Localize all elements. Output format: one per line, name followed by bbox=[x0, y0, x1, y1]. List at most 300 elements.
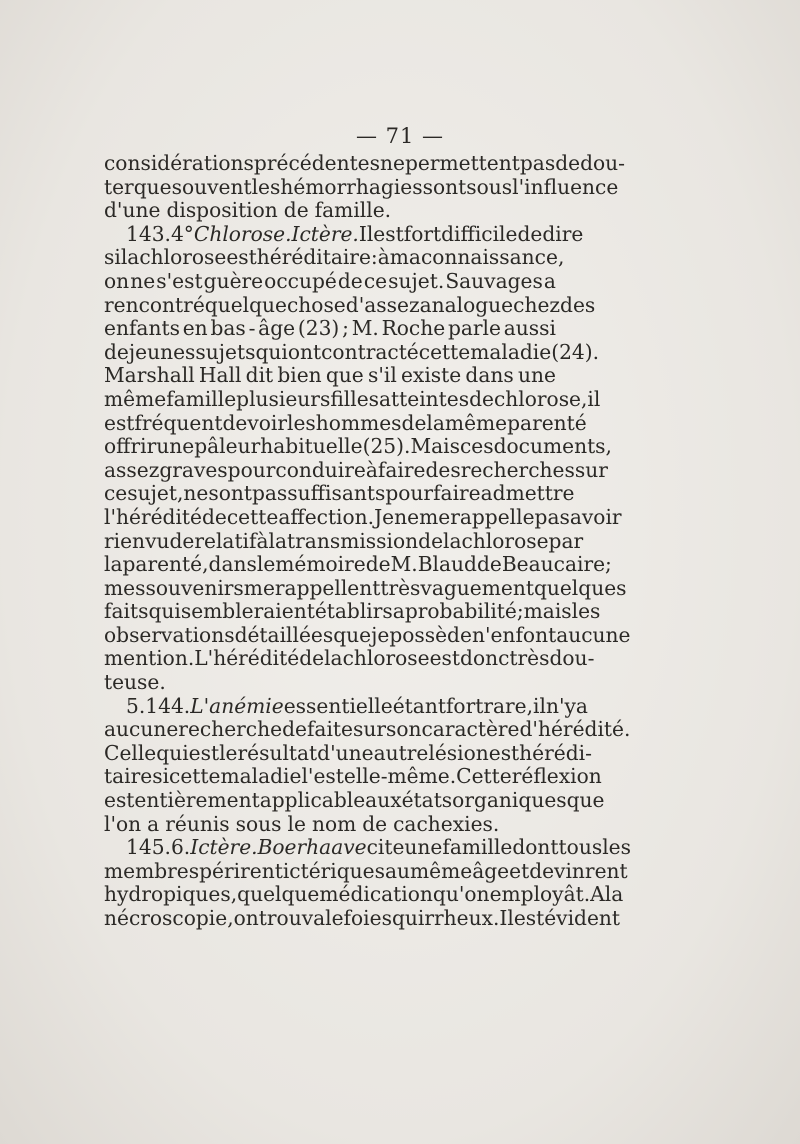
word: pour bbox=[385, 481, 434, 506]
word: dans bbox=[208, 552, 257, 577]
word: le bbox=[325, 906, 344, 930]
word: hydropiques, bbox=[104, 882, 238, 907]
word: plusieurs bbox=[236, 386, 331, 411]
text-line bbox=[104, 528, 584, 554]
word: 145.6. bbox=[126, 835, 191, 860]
word: mémoire bbox=[275, 552, 366, 577]
word: de bbox=[476, 552, 502, 577]
word: difficile bbox=[441, 221, 518, 246]
word: dou- bbox=[580, 151, 625, 175]
word: assez bbox=[104, 457, 160, 482]
word: famille bbox=[166, 386, 237, 411]
word: caractère bbox=[421, 717, 520, 742]
word: transmission bbox=[287, 528, 419, 553]
word: nom bbox=[311, 811, 357, 836]
word: qui bbox=[255, 339, 288, 364]
text-line bbox=[104, 292, 596, 318]
text-line bbox=[104, 151, 625, 176]
word: Beaucaire; bbox=[501, 552, 612, 577]
text-line bbox=[104, 434, 612, 459]
word: chlorose, bbox=[493, 386, 588, 411]
word: Roche bbox=[381, 316, 446, 341]
word: fréquent bbox=[134, 410, 223, 435]
word: il bbox=[533, 693, 546, 718]
word: pas bbox=[251, 481, 288, 506]
word: fort bbox=[445, 693, 484, 718]
word: de bbox=[299, 646, 325, 671]
word: il bbox=[587, 386, 601, 411]
word: guère bbox=[203, 268, 264, 293]
word: admettre bbox=[480, 481, 575, 506]
word: chlorose bbox=[139, 245, 227, 270]
word: les bbox=[251, 174, 281, 199]
word: contracté bbox=[321, 339, 419, 364]
word: disposition bbox=[166, 198, 278, 223]
word: probabilité; bbox=[404, 599, 524, 624]
word: de bbox=[202, 504, 227, 529]
word: mes bbox=[104, 575, 146, 600]
word: relatif bbox=[194, 528, 257, 553]
word: cette bbox=[226, 504, 279, 529]
text-line bbox=[104, 717, 631, 742]
word: parenté bbox=[507, 410, 587, 435]
word: a bbox=[543, 268, 556, 293]
word: Ictère. bbox=[291, 221, 359, 246]
word: même bbox=[104, 386, 167, 411]
word: aucune bbox=[556, 622, 631, 647]
word: est bbox=[104, 788, 135, 813]
word: A bbox=[590, 882, 605, 907]
text-line bbox=[104, 481, 575, 506]
word: en bbox=[182, 316, 208, 341]
word: (25). bbox=[362, 434, 411, 459]
word: autre bbox=[373, 740, 429, 765]
word: la bbox=[324, 646, 343, 671]
word: sont bbox=[422, 174, 467, 199]
word: dire bbox=[542, 221, 584, 246]
word: hérédi- bbox=[519, 740, 592, 765]
word: d'une bbox=[104, 198, 161, 223]
text-line bbox=[104, 174, 619, 200]
word: bas bbox=[210, 316, 246, 341]
text-line bbox=[104, 599, 601, 624]
word: hémorrhagies bbox=[280, 174, 423, 199]
text-line bbox=[104, 882, 624, 907]
word: de bbox=[282, 717, 307, 742]
word: sujet. bbox=[388, 268, 445, 293]
word: souvent bbox=[171, 174, 252, 199]
text-line bbox=[104, 858, 628, 884]
word: l'influence bbox=[512, 174, 619, 199]
word: la bbox=[104, 552, 123, 577]
word: offrir bbox=[104, 434, 157, 459]
word: est bbox=[188, 740, 220, 765]
word: - bbox=[248, 316, 256, 341]
word: états bbox=[401, 788, 453, 813]
word: membres bbox=[104, 858, 200, 883]
word: avoir bbox=[569, 504, 622, 529]
word: Je bbox=[374, 504, 395, 529]
word: habituelle bbox=[260, 434, 363, 459]
word: pas bbox=[519, 151, 556, 175]
body-text bbox=[104, 151, 631, 931]
text-line bbox=[104, 835, 631, 860]
word: le bbox=[287, 811, 306, 836]
word: maladie bbox=[220, 764, 302, 789]
word: d'hérédité. bbox=[519, 717, 631, 742]
word: graves bbox=[159, 457, 228, 482]
word: je bbox=[371, 622, 390, 647]
text-line bbox=[104, 364, 556, 388]
word: est bbox=[429, 646, 461, 671]
word: la bbox=[443, 528, 462, 553]
word: organiques bbox=[452, 788, 567, 813]
word: Blaud bbox=[417, 552, 477, 577]
word: L'anémie bbox=[190, 693, 284, 718]
word: ont bbox=[287, 339, 322, 364]
word: donc bbox=[460, 646, 510, 671]
word: affection. bbox=[278, 504, 375, 529]
word: conduire bbox=[275, 457, 366, 482]
word: Chlorose. bbox=[193, 221, 292, 246]
word: est bbox=[488, 740, 520, 765]
word: trouva bbox=[258, 906, 326, 930]
word: applicable bbox=[259, 788, 366, 813]
word: ne bbox=[130, 268, 156, 293]
word: même bbox=[444, 410, 508, 435]
word: réunis bbox=[165, 811, 230, 836]
word: pas bbox=[534, 504, 570, 529]
word: très bbox=[509, 646, 550, 671]
text-line bbox=[104, 317, 556, 341]
word: sont bbox=[208, 481, 252, 506]
word: me bbox=[243, 575, 275, 600]
text-line bbox=[104, 693, 588, 719]
word: on bbox=[104, 268, 130, 293]
word: périrent bbox=[199, 858, 283, 883]
word: ces bbox=[459, 434, 494, 459]
word: une bbox=[156, 434, 195, 459]
word: faits bbox=[104, 599, 149, 624]
word: si bbox=[152, 764, 170, 789]
word: parle bbox=[447, 316, 501, 341]
word: filles bbox=[330, 386, 379, 411]
word: l'hérédité bbox=[104, 504, 202, 529]
word: faire bbox=[433, 481, 481, 506]
text-line bbox=[104, 646, 595, 671]
word: faite bbox=[306, 717, 353, 742]
word: elle-même. bbox=[343, 764, 457, 789]
word: son bbox=[385, 717, 422, 742]
word: sujet, bbox=[127, 481, 184, 506]
text-line bbox=[104, 221, 584, 247]
word: et bbox=[509, 858, 530, 883]
word: précédentes bbox=[253, 151, 380, 175]
word: , bbox=[557, 245, 565, 270]
word: à bbox=[365, 457, 378, 482]
word: taire bbox=[104, 764, 153, 789]
word: qu'on bbox=[432, 882, 490, 907]
word: suffisants bbox=[287, 481, 386, 506]
word: 144. bbox=[145, 693, 191, 718]
word: de bbox=[283, 198, 309, 223]
word: foie bbox=[343, 906, 382, 930]
word: rare, bbox=[483, 693, 534, 718]
text-line bbox=[104, 906, 621, 931]
text-line bbox=[104, 552, 612, 577]
word: Mais bbox=[410, 434, 460, 459]
word: ictériques bbox=[282, 858, 385, 883]
word: dit bbox=[245, 363, 274, 388]
word: Il bbox=[499, 906, 514, 930]
word: la bbox=[426, 410, 445, 435]
word: d'une bbox=[317, 740, 374, 765]
word: chlorose bbox=[342, 646, 430, 671]
word: de bbox=[169, 528, 195, 553]
word: M. bbox=[351, 316, 379, 341]
word: évident bbox=[544, 906, 621, 930]
word: d'assez bbox=[345, 292, 420, 317]
word: ter bbox=[104, 174, 134, 199]
word: que bbox=[566, 788, 605, 813]
word: sous bbox=[235, 811, 282, 836]
page-number: — 71 — bbox=[355, 124, 445, 148]
word: réflexion bbox=[511, 764, 602, 789]
word: ma bbox=[389, 245, 421, 270]
word: Il bbox=[358, 221, 374, 246]
word: squirrheux. bbox=[381, 906, 500, 930]
word: s'est bbox=[156, 268, 203, 293]
word: une bbox=[517, 363, 556, 388]
word: à bbox=[256, 528, 269, 553]
word: entièrement bbox=[134, 788, 260, 813]
word: ce bbox=[104, 481, 128, 506]
word: essentielle bbox=[283, 693, 393, 718]
word: recherches bbox=[460, 457, 575, 482]
word: ce bbox=[363, 268, 388, 293]
word: possède bbox=[389, 622, 472, 647]
word: n'en bbox=[471, 622, 516, 647]
word: vu bbox=[145, 528, 170, 553]
word: maladie bbox=[470, 339, 552, 364]
word: sous bbox=[466, 174, 513, 199]
word: connaissance bbox=[420, 245, 558, 270]
word: dont bbox=[512, 835, 559, 860]
word: de bbox=[365, 552, 391, 577]
word: Ictère.Boerhaave bbox=[190, 835, 367, 860]
word: voir bbox=[247, 410, 288, 435]
word: Celle bbox=[104, 740, 157, 765]
word: médication bbox=[319, 882, 433, 907]
text-line bbox=[104, 740, 592, 766]
word: par bbox=[548, 528, 584, 553]
word: bien bbox=[277, 363, 322, 388]
text-line bbox=[104, 339, 600, 365]
text-line bbox=[104, 245, 565, 270]
text-line bbox=[104, 386, 601, 412]
word: étant bbox=[392, 693, 446, 718]
word: cette bbox=[169, 764, 221, 789]
word: de bbox=[517, 221, 543, 246]
word: (24). bbox=[551, 339, 600, 364]
word: résultat bbox=[237, 740, 318, 765]
text-line bbox=[104, 788, 605, 813]
word: M. bbox=[390, 552, 418, 577]
word: est bbox=[513, 906, 545, 930]
word: héréditaire bbox=[256, 245, 371, 270]
word: dou- bbox=[549, 646, 595, 671]
word: aux bbox=[365, 788, 402, 813]
word: cachexies. bbox=[393, 811, 500, 836]
word: sujets bbox=[195, 339, 256, 364]
word: sembleraient bbox=[180, 599, 315, 624]
text-line bbox=[104, 504, 622, 530]
word: que bbox=[333, 622, 372, 647]
word: nécroscopie, bbox=[104, 906, 234, 930]
word: quelques bbox=[533, 575, 627, 600]
text-line bbox=[104, 199, 556, 223]
word: existe bbox=[400, 363, 462, 388]
word: au bbox=[384, 858, 411, 883]
word: hommes bbox=[315, 410, 402, 435]
word: famille bbox=[442, 835, 513, 860]
word: 4° bbox=[170, 221, 194, 246]
word: l'on bbox=[104, 811, 142, 836]
word: même bbox=[410, 858, 473, 883]
word: enfants bbox=[104, 316, 180, 341]
word: occupé bbox=[264, 268, 337, 293]
word: à bbox=[377, 245, 390, 270]
word: chez bbox=[513, 292, 561, 317]
word: rencontré bbox=[104, 292, 205, 317]
text-line bbox=[104, 671, 556, 695]
word: a bbox=[147, 811, 160, 836]
word: cette bbox=[418, 339, 471, 364]
text-line bbox=[104, 813, 556, 837]
word: de bbox=[555, 151, 581, 175]
word: de bbox=[469, 386, 494, 411]
word: quelque bbox=[204, 292, 287, 317]
word: pour bbox=[227, 457, 276, 482]
word: me bbox=[419, 504, 451, 529]
word: une bbox=[404, 835, 443, 860]
word: observations bbox=[104, 622, 235, 647]
word: de bbox=[337, 268, 363, 293]
word: 5. bbox=[126, 693, 146, 718]
word: ne bbox=[380, 151, 405, 175]
word: a bbox=[575, 693, 588, 718]
word: font bbox=[515, 622, 557, 647]
text-line bbox=[104, 410, 587, 436]
word: ne bbox=[394, 504, 420, 529]
word: analogue bbox=[419, 292, 514, 317]
word: permettent bbox=[404, 151, 520, 175]
word: recherche bbox=[178, 717, 283, 742]
word: ; bbox=[342, 316, 349, 341]
word: qui bbox=[156, 740, 189, 765]
word: les bbox=[602, 835, 631, 860]
word: le bbox=[219, 740, 238, 765]
word: sa bbox=[382, 599, 405, 624]
word: quelque bbox=[237, 882, 320, 907]
word: de bbox=[222, 410, 248, 435]
text-line bbox=[104, 457, 608, 483]
word: famille. bbox=[314, 198, 392, 223]
word: si bbox=[104, 245, 121, 270]
word: de bbox=[401, 410, 427, 435]
word: très bbox=[380, 575, 421, 600]
word: la bbox=[268, 528, 288, 553]
word: tous bbox=[558, 835, 603, 860]
word: établir bbox=[314, 599, 383, 624]
word: de bbox=[418, 528, 444, 553]
word: devinrent bbox=[529, 858, 628, 883]
word: sur bbox=[574, 457, 608, 482]
word: faire bbox=[377, 457, 426, 482]
word: on bbox=[233, 906, 259, 930]
text-line bbox=[104, 575, 627, 601]
text-line bbox=[104, 764, 602, 789]
word: sur bbox=[352, 717, 386, 742]
word: des bbox=[425, 457, 461, 482]
word: aucune bbox=[104, 717, 179, 742]
word: détaillées bbox=[234, 622, 334, 647]
word: de bbox=[104, 339, 129, 364]
word: est bbox=[373, 221, 404, 246]
word: fort bbox=[403, 221, 442, 246]
word: Marshall bbox=[104, 363, 195, 388]
word: que bbox=[325, 363, 364, 388]
word: s'il bbox=[367, 363, 397, 388]
word: (23) bbox=[297, 316, 340, 341]
word: vaguement bbox=[420, 575, 534, 600]
word: atteintes bbox=[379, 386, 470, 411]
word: teuse. bbox=[104, 670, 166, 695]
word: employât. bbox=[489, 882, 591, 907]
word: mais bbox=[523, 599, 572, 624]
word: chlorose bbox=[461, 528, 549, 553]
word: la bbox=[604, 882, 624, 907]
word: l'est bbox=[301, 764, 344, 789]
word: aussi bbox=[503, 316, 556, 341]
word: les bbox=[571, 599, 601, 624]
word: la bbox=[120, 245, 140, 270]
word: : bbox=[370, 245, 378, 270]
word: ne bbox=[183, 481, 209, 506]
word: documents, bbox=[493, 434, 612, 459]
word: Cette bbox=[456, 764, 512, 789]
word: L'hérédité bbox=[194, 646, 300, 671]
word: n'y bbox=[545, 693, 576, 718]
word: 143. bbox=[126, 221, 171, 246]
word: parenté, bbox=[122, 552, 209, 577]
word: qui bbox=[148, 599, 181, 624]
word: lésion bbox=[428, 740, 489, 765]
word: âge bbox=[472, 858, 510, 883]
word: considérations bbox=[104, 151, 254, 175]
word: Hall bbox=[198, 363, 242, 388]
word: que bbox=[133, 174, 172, 199]
word: le bbox=[256, 552, 276, 577]
word: cite bbox=[366, 835, 405, 860]
word: de bbox=[362, 811, 388, 836]
word: âge bbox=[258, 316, 296, 341]
word: des bbox=[560, 292, 596, 317]
word: souvenirs bbox=[145, 575, 244, 600]
text-line bbox=[104, 622, 631, 648]
word: jeunes bbox=[128, 339, 196, 364]
word: pâleur bbox=[194, 434, 261, 459]
